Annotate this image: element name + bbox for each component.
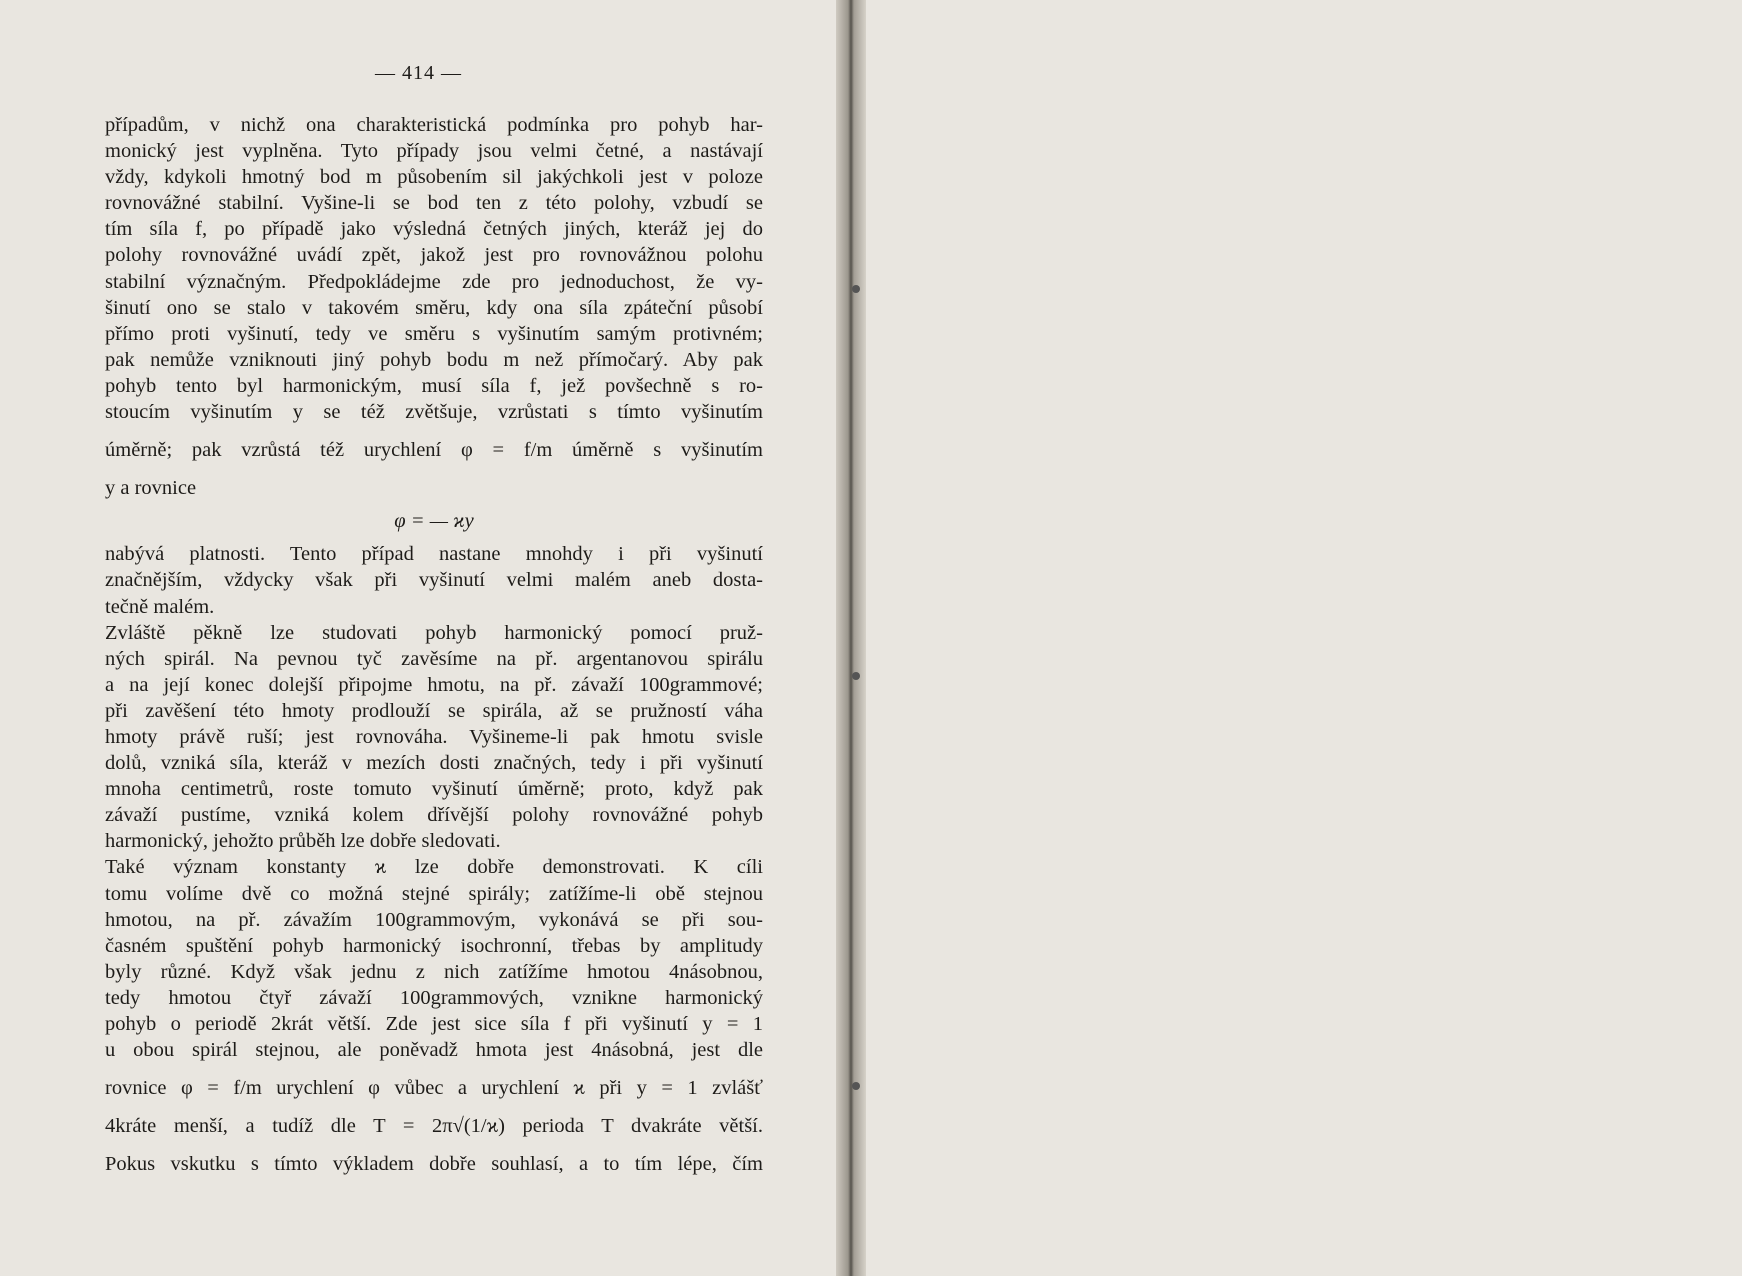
text-line: ných spirál. Na pevnou tyč zavěsíme na př. argentanovou spirálu	[105, 647, 763, 670]
text-line: přímo proti vyšinutí, tedy ve směru s vyšinutím samým protivném;	[105, 322, 763, 345]
text-line: hmotou, na př. závažím 100grammovým, vykonává se při sou-	[105, 908, 763, 931]
text-line: Také význam konstanty ϰ lze dobře demonstrovati. K cíli	[105, 856, 763, 879]
text-line: polohy rovnovážné uvádí zpět, jakož jest pro rovnovážnou polohu	[105, 244, 763, 267]
text-line: rovnovážné stabilní. Vyšine-li se bod ten z této polohy, vzbudí se	[105, 192, 763, 215]
page-body	[105, 112, 763, 1177]
text-line: vždy, kdykoli hmotný bod m působením sil jakýchkoli jest v poloze	[105, 166, 763, 189]
text-line: tím síla f, po případě jako výsledná četných jiných, kteráž jej do	[105, 218, 763, 241]
binding-hole	[852, 285, 860, 293]
text-line: stabilní význačným. Předpokládejme zde pro jednoduchost, že vy-	[105, 270, 763, 293]
binding-hole	[852, 672, 860, 680]
text-line: tečně malém.	[105, 595, 215, 618]
binding-hole	[852, 1082, 860, 1090]
text-line: stoucím vyšinutím y se též zvětšuje, vzrůstati s tímto vyšinutím	[105, 401, 763, 424]
book-gutter	[836, 0, 866, 1276]
text-line: značnějším, vždycky však při vyšinutí velmi malém aneb dosta-	[105, 569, 763, 592]
text-line: Pokus vskutku s tímto výkladem dobře souhlasí, a to tím lépe, čím	[105, 1153, 763, 1176]
text-line: závaží pustíme, vzniká kolem dřívější polohy rovnovážné pohyb	[105, 804, 763, 827]
text-line: šinutí ono se stalo v takovém směru, kdy ona síla zpáteční působí	[105, 296, 763, 319]
text-line: u obou spirál stejnou, ale poněvadž hmota jest 4násobná, jest dle	[105, 1039, 763, 1062]
text-line: byly různé. Když však jednu z nich zatížíme hmotou 4násobnou,	[105, 960, 763, 983]
text-line: hmoty právě ruší; jest rovnováha. Vyšineme-li pak hmotu svisle	[105, 725, 763, 748]
text-line: pohyb o periodě 2krát větší. Zde jest sice síla f při vyšinutí y = 1	[105, 1013, 763, 1035]
text-line: časném spuštění pohyb harmonický isochronní, třebas by amplitudy	[105, 934, 763, 957]
text-line: rovnice φ = f/m urychlení φ vůbec a urychlení ϰ při y = 1 zvlášť	[105, 1077, 763, 1100]
text-line: harmonický, jehožto průběh lze dobře sledovati.	[105, 830, 501, 853]
text-line: y a rovnice	[105, 477, 197, 500]
text-line: případům, v nichž ona charakteristická podmínka pro pohyb har-	[105, 114, 763, 136]
text-line: úměrně; pak vzrůstá též urychlení φ = f/m úměrně s vyšinutím	[105, 439, 763, 462]
text-line: a na její konec dolejší připojme hmotu, na př. závaží 100grammové;	[105, 673, 763, 696]
right-page	[850, 0, 1742, 1276]
text-line: tomu volíme dvě co možná stejné spirály; zatížíme-li obě stejnou	[105, 882, 763, 905]
text-line: tedy hmotou čtyř závaží 100grammových, vznikne harmonický	[105, 986, 763, 1009]
text-line: Zvláště pěkně lze studovati pohyb harmonický pomocí pruž-	[105, 621, 763, 644]
text-line: mnoha centimetrů, roste tomuto vyšinutí úměrně; proto, když pak	[105, 778, 763, 801]
text-line: pohyb tento byl harmonickým, musí síla f, jež povšechně s ro-	[105, 374, 763, 397]
text-line: nabývá platnosti. Tento případ nastane mnohdy i při vyšinutí	[105, 543, 763, 566]
left-page	[0, 0, 850, 1276]
equation: φ = — ϰy	[394, 510, 474, 533]
text-line: dolů, vzniká síla, kteráž v mezích dosti značných, tedy i při vyšinutí	[105, 752, 763, 775]
page-number: — 414 —	[375, 62, 462, 84]
text-line: monický jest vyplněna. Tyto případy jsou velmi četné, a nastávají	[105, 140, 763, 163]
text-line: pak nemůže vzniknouti jiný pohyb bodu m než přímočarý. Aby pak	[105, 348, 763, 371]
text-line: 4kráte menší, a tudíž dle T = 2π√(1/ϰ) perioda T dvakráte větší.	[105, 1115, 763, 1138]
text-line: při zavěšení této hmoty prodlouží se spirála, až se pružností váha	[105, 699, 763, 722]
